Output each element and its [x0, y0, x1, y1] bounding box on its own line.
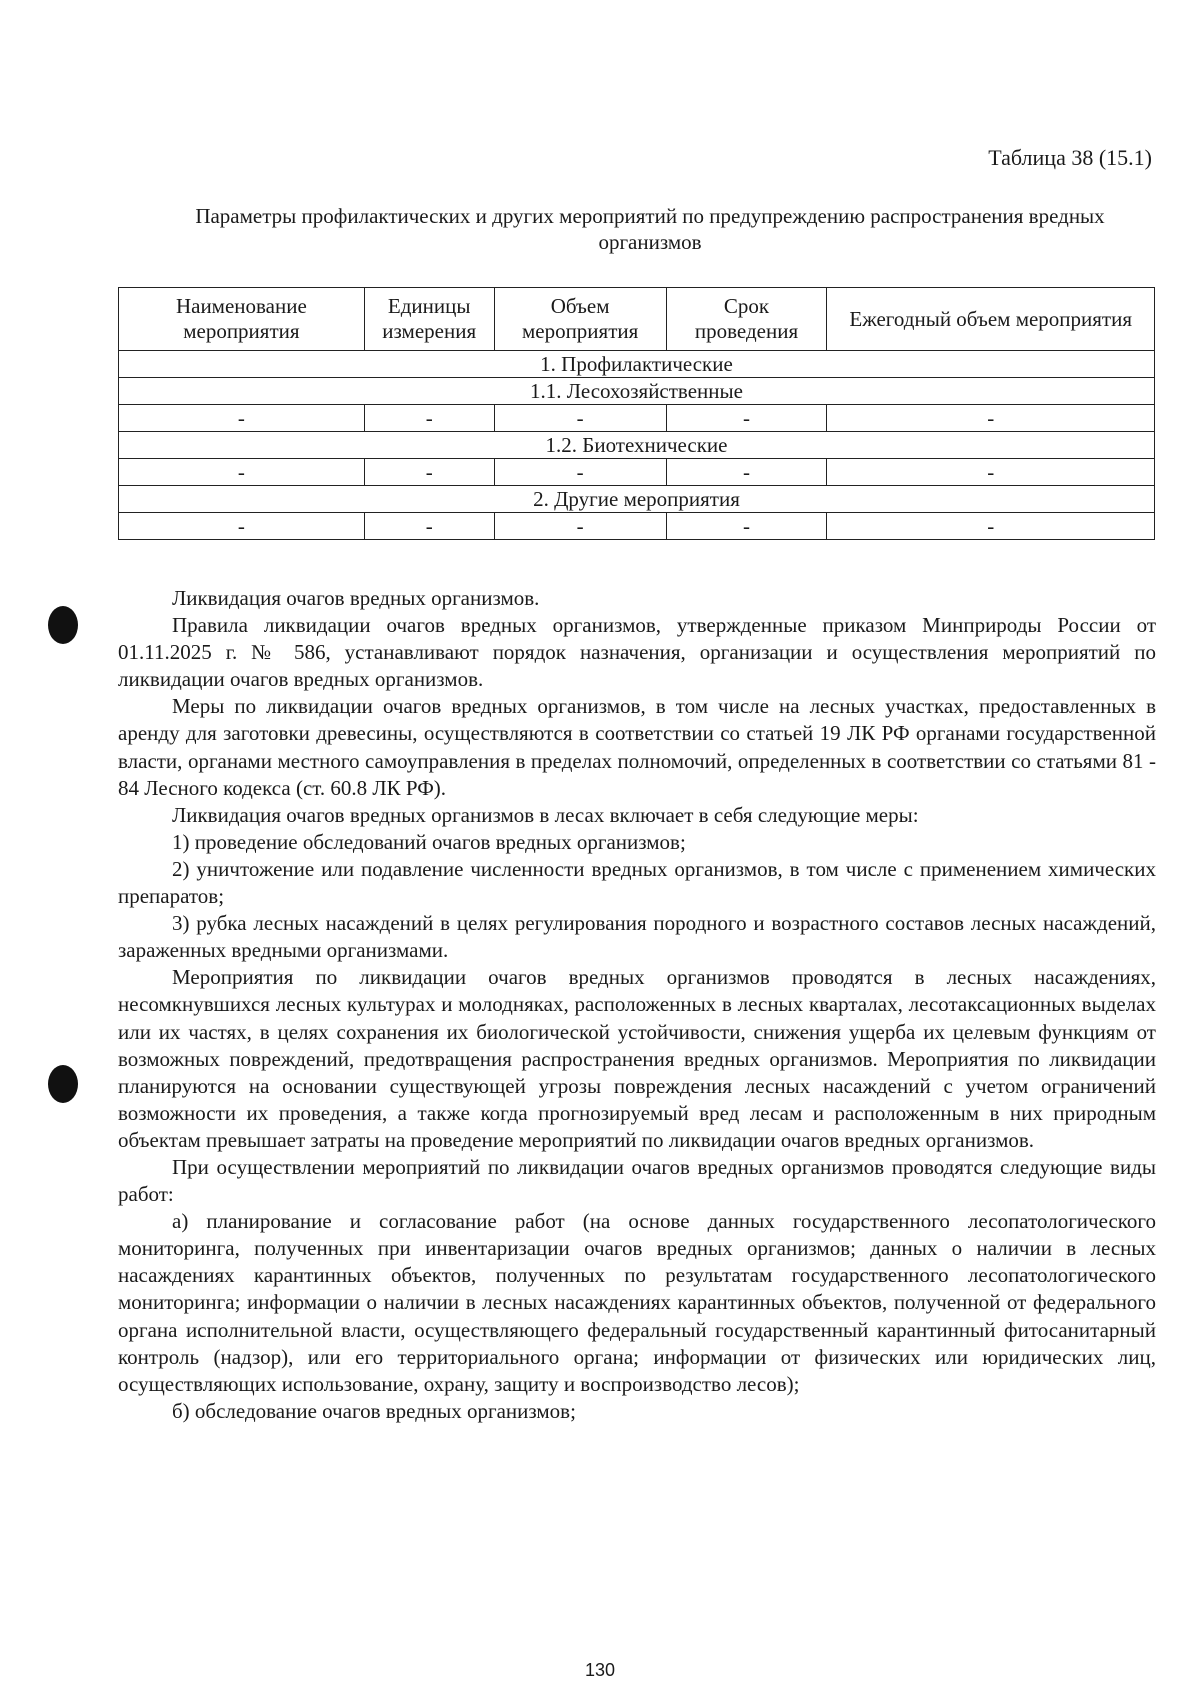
table-label: Таблица 38 (15.1) — [988, 145, 1152, 170]
table-cell: - — [119, 405, 365, 432]
section-row — [119, 486, 1155, 513]
list-item: а) планирование и согласование работ (на основе данных государственного лесопатологического мониторинга, полученных при инвентаризации очагов вредных организмов; данных о наличии в лесных насаждениях карантинных объектов, полученных по результатам государственного лесопатологического мониторинга; информации о наличии в лесных насаждениях карантинных объектов, полученной от федерального органа исполнительной власти, осуществляющего федеральный государственный карантинный фитосанитарный контроль (надзор), или его территориального органа; информации от физических или юридических лиц, осуществляющих использование, охрану, защиту и воспроизводство лесов); — [118, 1209, 1156, 1396]
paragraph: Меры по ликвидации очагов вредных организмов, в том числе на лесных участках, предоставленных в аренду для заготовки древесины, осуществляются в соответствии со статьей 19 ЛК РФ органами государственной власти, органами местного самоуправления в пределах полномочий, определенных в соответствии со статьями 81 - 84 Лесного кодекса (ст. 60.8 ЛК РФ). — [118, 694, 1156, 800]
paragraph: Правила ликвидации очагов вредных организмов, утвержденные приказом Минприроды России от 01.11.2025 г. № 586, устанавливают порядок назначения, организации и осуществления мероприятий по ликвидации очагов вредных организмов. — [118, 613, 1156, 692]
paragraph: Ликвидация очагов вредных организмов. — [172, 586, 540, 610]
list-item: 3) рубка лесных насаждений в целях регулирования породного и возрастного составов лесных насаждений, зараженных вредными организмами. — [118, 911, 1156, 963]
table-cell: - — [119, 513, 365, 540]
table-cell: - — [364, 459, 494, 486]
paragraph: При осуществлении мероприятий по ликвидации очагов вредных организмов проводятся следующие виды работ: — [118, 1154, 1156, 1207]
page-number: 130 — [584, 1660, 616, 1680]
table-row — [119, 459, 1155, 486]
table-row — [119, 405, 1155, 432]
table-cell: - — [827, 405, 1155, 432]
punch-hole-mark — [48, 606, 78, 644]
section-row — [119, 351, 1155, 378]
table-cell: - — [666, 459, 827, 486]
punch-hole-mark — [48, 1065, 78, 1103]
section-cell: 2. Другие мероприятия — [119, 486, 1155, 513]
header-cell: Наименование мероприятия — [119, 288, 365, 351]
table-cell: - — [666, 405, 827, 432]
table-row — [119, 513, 1155, 540]
table-cell: - — [364, 513, 494, 540]
section-cell: 1.2. Биотехнические — [119, 432, 1155, 459]
body-text — [118, 585, 1156, 1425]
table-cell: - — [119, 459, 365, 486]
list-item: 2) уничтожение или подавление численности вредных организмов, в том числе с применением химических препаратов; — [118, 856, 1156, 909]
header-cell: Ежегодный объем мероприятия — [827, 288, 1155, 351]
table-cell: - — [827, 513, 1155, 540]
table-header-row — [119, 288, 1155, 351]
header-cell: Срок проведения — [666, 288, 827, 351]
header-cell: Единицы измерения — [364, 288, 494, 351]
table-cell: - — [494, 405, 666, 432]
list-item: б) обследование очагов вредных организмов; — [172, 1398, 576, 1423]
table-cell: - — [827, 459, 1155, 486]
parameters-table — [118, 287, 1155, 540]
table-cell: - — [494, 459, 666, 486]
table-title: Параметры профилактических и других мероприятий по предупреждению распространения вредных организмов — [195, 204, 1105, 254]
table-cell: - — [494, 513, 666, 540]
section-cell: 1.1. Лесохозяйственные — [119, 378, 1155, 405]
table-cell: - — [666, 513, 827, 540]
section-row — [119, 432, 1155, 459]
header-cell: Объем мероприятия — [494, 288, 666, 351]
section-row — [119, 378, 1155, 405]
section-cell: 1. Профилактические — [119, 351, 1155, 378]
paragraph: Мероприятия по ликвидации очагов вредных организмов проводятся в лесных насаждениях, несомкнувшихся лесных культурах и молодняках, расположенных в лесных кварталах, лесотаксационных выделах или их частях, в целях сохранения их биологической устойчивости, снижения ущерба их целевым функциям от возможных повреждений, предотвращения распространения вредных организмов. Мероприятия по ликвидации планируются на основании существующей угрозы повреждения лесных насаждений с учетом ограничений возможности их проведения, а также когда прогнозируемый вред лесам и расположенным в них природным объектам превышает затраты на проведение мероприятий по ликвидации очагов вредных организмов. — [118, 965, 1156, 1152]
paragraph: Ликвидация очагов вредных организмов в лесах включает в себя следующие меры: — [172, 802, 919, 827]
list-item: 1) проведение обследований очагов вредных организмов; — [172, 829, 686, 854]
table-cell: - — [364, 405, 494, 432]
